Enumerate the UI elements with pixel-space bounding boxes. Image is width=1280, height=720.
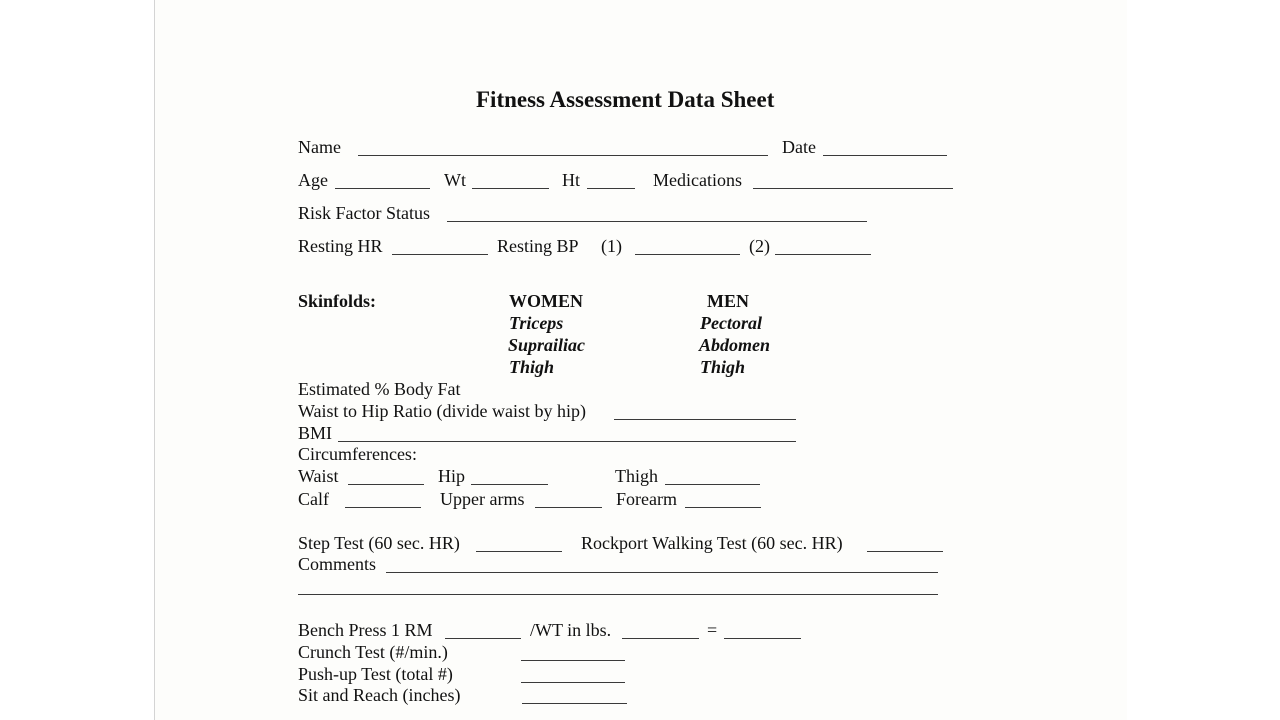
ht-label: Ht bbox=[562, 170, 580, 190]
upper-arms-field[interactable] bbox=[535, 507, 602, 508]
risk-factor-label: Risk Factor Status bbox=[298, 203, 431, 223]
crunch-test-label: Crunch Test (#/min.) bbox=[298, 642, 448, 662]
step-test-field[interactable] bbox=[476, 551, 562, 552]
age-label: Age bbox=[298, 170, 328, 190]
wt-lbs-field[interactable] bbox=[622, 638, 699, 639]
bench-press-field[interactable] bbox=[445, 638, 521, 639]
women-site-suprailiac: Suprailiac bbox=[508, 335, 586, 355]
waist-hip-ratio-label: Waist to Hip Ratio (divide waist by hip) bbox=[298, 401, 587, 421]
men-heading: MEN bbox=[707, 291, 749, 311]
waist-hip-ratio-field[interactable] bbox=[614, 419, 796, 420]
medications-label: Medications bbox=[653, 170, 742, 190]
bp-2-field[interactable] bbox=[775, 254, 871, 255]
pushup-test-field[interactable] bbox=[521, 682, 625, 683]
age-field[interactable] bbox=[335, 188, 430, 189]
body-fat-label: Estimated % Body Fat bbox=[298, 379, 461, 399]
women-heading: WOMEN bbox=[509, 291, 583, 311]
name-label: Name bbox=[298, 137, 341, 157]
sit-reach-field[interactable] bbox=[522, 703, 627, 704]
risk-factor-field[interactable] bbox=[447, 221, 867, 222]
document-title: Fitness Assessment Data Sheet bbox=[476, 87, 775, 112]
bmi-label: BMI bbox=[298, 423, 333, 443]
forearm-field[interactable] bbox=[685, 507, 761, 508]
bp-1-field[interactable] bbox=[635, 254, 740, 255]
comments-label: Comments bbox=[298, 554, 377, 574]
date-label: Date bbox=[782, 137, 816, 157]
men-site-pectoral: Pectoral bbox=[700, 313, 762, 333]
forearm-label: Forearm bbox=[616, 489, 677, 509]
calf-label: Calf bbox=[298, 489, 329, 509]
comments-field[interactable] bbox=[386, 572, 938, 573]
bench-ratio-field[interactable] bbox=[724, 638, 801, 639]
pushup-test-label: Push-up Test (total #) bbox=[298, 664, 453, 684]
step-test-label: Step Test (60 sec. HR) bbox=[298, 533, 460, 553]
wt-lbs-label: /WT in lbs. bbox=[530, 620, 612, 640]
hip-field[interactable] bbox=[471, 484, 548, 485]
calf-field[interactable] bbox=[345, 507, 421, 508]
thigh-label: Thigh bbox=[615, 466, 658, 486]
men-site-thigh: Thigh bbox=[700, 357, 746, 377]
medications-field[interactable] bbox=[753, 188, 953, 189]
date-field[interactable] bbox=[823, 155, 947, 156]
rockport-label: Rockport Walking Test (60 sec. HR) bbox=[581, 533, 843, 553]
bmi-field[interactable] bbox=[338, 441, 796, 442]
crunch-test-field[interactable] bbox=[521, 660, 625, 661]
ht-field[interactable] bbox=[587, 188, 635, 189]
wt-label: Wt bbox=[444, 170, 466, 190]
waist-field[interactable] bbox=[348, 484, 424, 485]
upper-arms-label: Upper arms bbox=[440, 489, 525, 509]
name-field[interactable] bbox=[358, 155, 768, 156]
men-site-abdomen: Abdomen bbox=[699, 335, 771, 355]
women-site-thigh: Thigh bbox=[509, 357, 555, 377]
bp-2-label: (2) bbox=[749, 236, 770, 256]
sit-reach-label: Sit and Reach (inches) bbox=[298, 685, 461, 705]
waist-label: Waist bbox=[298, 466, 339, 486]
wt-field[interactable] bbox=[472, 188, 549, 189]
resting-bp-label: Resting BP bbox=[497, 236, 579, 256]
women-site-triceps: Triceps bbox=[509, 313, 564, 333]
resting-hr-field[interactable] bbox=[392, 254, 488, 255]
rockport-field[interactable] bbox=[867, 551, 943, 552]
equals-sign: = bbox=[707, 620, 718, 640]
comments-field-line-2[interactable] bbox=[298, 594, 938, 595]
thigh-field[interactable] bbox=[665, 484, 760, 485]
skinfolds-heading: Skinfolds: bbox=[298, 291, 377, 311]
bp-1-label: (1) bbox=[601, 236, 622, 256]
bench-press-label: Bench Press 1 RM bbox=[298, 620, 433, 640]
resting-hr-label: Resting HR bbox=[298, 236, 383, 256]
hip-label: Hip bbox=[438, 466, 465, 486]
circumferences-label: Circumferences: bbox=[298, 444, 417, 464]
